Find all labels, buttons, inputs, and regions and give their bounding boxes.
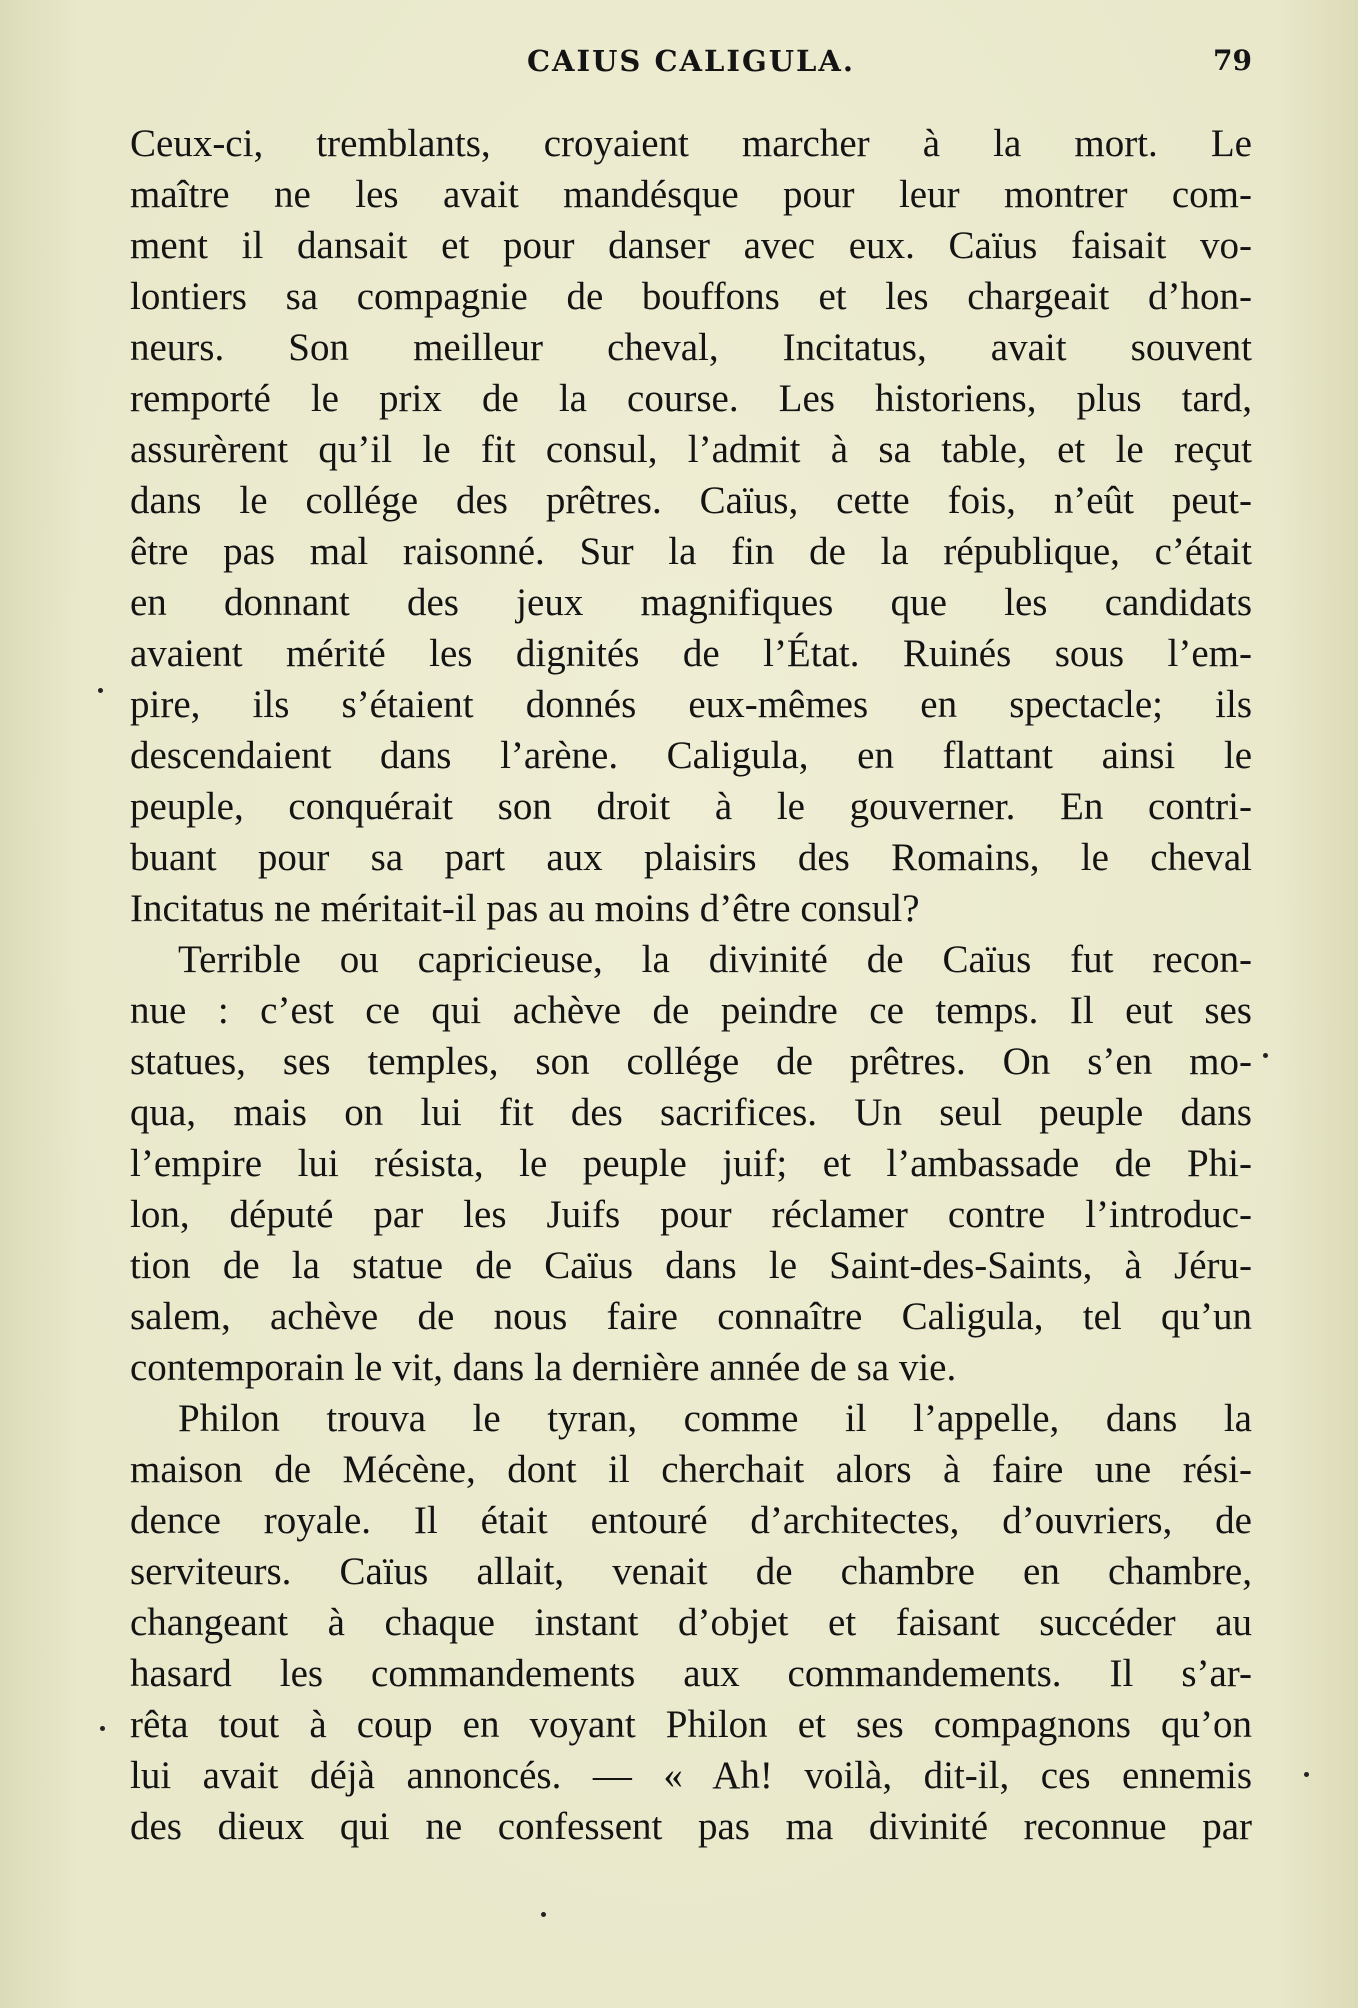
ink-speck — [541, 1912, 546, 1917]
text-line: maison de Mécène, dont il cherchait alors à faire une rési- — [130, 1448, 1252, 1491]
page-number: 79 — [1213, 44, 1252, 77]
body-text — [130, 118, 1252, 1852]
text-line: rêta tout à coup en voyant Philon et ses compagnons qu’on — [130, 1703, 1252, 1746]
text-line: des dieux qui ne confessent pas ma divinité reconnue par — [130, 1805, 1252, 1848]
text-line: Ceux-ci, tremblants, croyaient marcher à la mort. Le — [130, 122, 1252, 165]
text-line: ment il dansait et pour danser avec eux. Caïus faisait vo- — [130, 224, 1252, 267]
text-line: maître ne les avait mandésque pour leur montrer com- — [130, 173, 1252, 216]
text-line: assurèrent qu’il le fit consul, l’admit à sa table, et le reçut — [130, 428, 1252, 471]
text-line: qua, mais on lui fit des sacrifices. Un seul peuple dans — [130, 1091, 1252, 1134]
text-line: changeant à chaque instant d’objet et faisant succéder au — [130, 1601, 1252, 1644]
ink-speck — [1263, 1053, 1268, 1058]
text-line: l’empire lui résista, le peuple juif; et l’ambassade de Phi- — [130, 1142, 1252, 1185]
running-head — [130, 44, 1252, 84]
text-line: dans le collége des prêtres. Caïus, cette fois, n’eût peut- — [130, 479, 1252, 522]
text-line: serviteurs. Caïus allait, venait de chambre en chambre, — [130, 1550, 1252, 1593]
text-line: neurs. Son meilleur cheval, Incitatus, avait souvent — [130, 326, 1252, 369]
text-line: dence royale. Il était entouré d’architectes, d’ouvriers, de — [130, 1499, 1252, 1542]
text-line: peuple, conquérait son droit à le gouverner. En contri- — [130, 785, 1252, 828]
text-line: lui avait déjà annoncés. — « Ah! voilà, dit-il, ces ennemis — [130, 1754, 1252, 1797]
text-line: Incitatus ne méritait-il pas au moins d’être consul? — [130, 887, 920, 930]
running-title: CAIUS CALIGULA. — [526, 44, 856, 78]
text-line: buant pour sa part aux plaisirs des Romains, le cheval — [130, 836, 1252, 879]
text-line: hasard les commandements aux commandements. Il s’ar- — [130, 1652, 1252, 1695]
text-line: avaient mérité les dignités de l’État. Ruinés sous l’em- — [130, 632, 1252, 675]
text-line: remporté le prix de la course. Les historiens, plus tard, — [130, 377, 1252, 420]
text-line: contemporain le vit, dans la dernière année de sa vie. — [130, 1346, 957, 1389]
text-line: être pas mal raisonné. Sur la fin de la république, c’était — [130, 530, 1252, 573]
text-line: descendaient dans l’arène. Caligula, en flattant ainsi le — [130, 734, 1252, 777]
text-line: Philon trouva le tyran, comme il l’appelle, dans la — [178, 1397, 1252, 1440]
text-line: pire, ils s’étaient donnés eux-mêmes en spectacle; ils — [130, 683, 1252, 726]
text-line: nue : c’est ce qui achève de peindre ce temps. Il eut ses — [130, 989, 1252, 1032]
text-line: lontiers sa compagnie de bouffons et les chargeait d’hon- — [130, 275, 1252, 318]
ink-speck — [100, 1726, 105, 1731]
text-line: Terrible ou capricieuse, la divinité de Caïus fut recon- — [178, 938, 1252, 981]
text-line: salem, achève de nous faire connaître Caligula, tel qu’un — [130, 1295, 1252, 1338]
text-line: en donnant des jeux magnifiques que les candidats — [130, 581, 1252, 624]
text-line: tion de la statue de Caïus dans le Saint-des-Saints, à Jéru- — [130, 1244, 1252, 1287]
text-line: statues, ses temples, son collége de prêtres. On s’en mo- — [130, 1040, 1252, 1083]
ink-speck — [98, 688, 103, 693]
ink-speck — [1304, 1772, 1309, 1777]
text-line: lon, député par les Juifs pour réclamer contre l’introduc- — [130, 1193, 1252, 1236]
